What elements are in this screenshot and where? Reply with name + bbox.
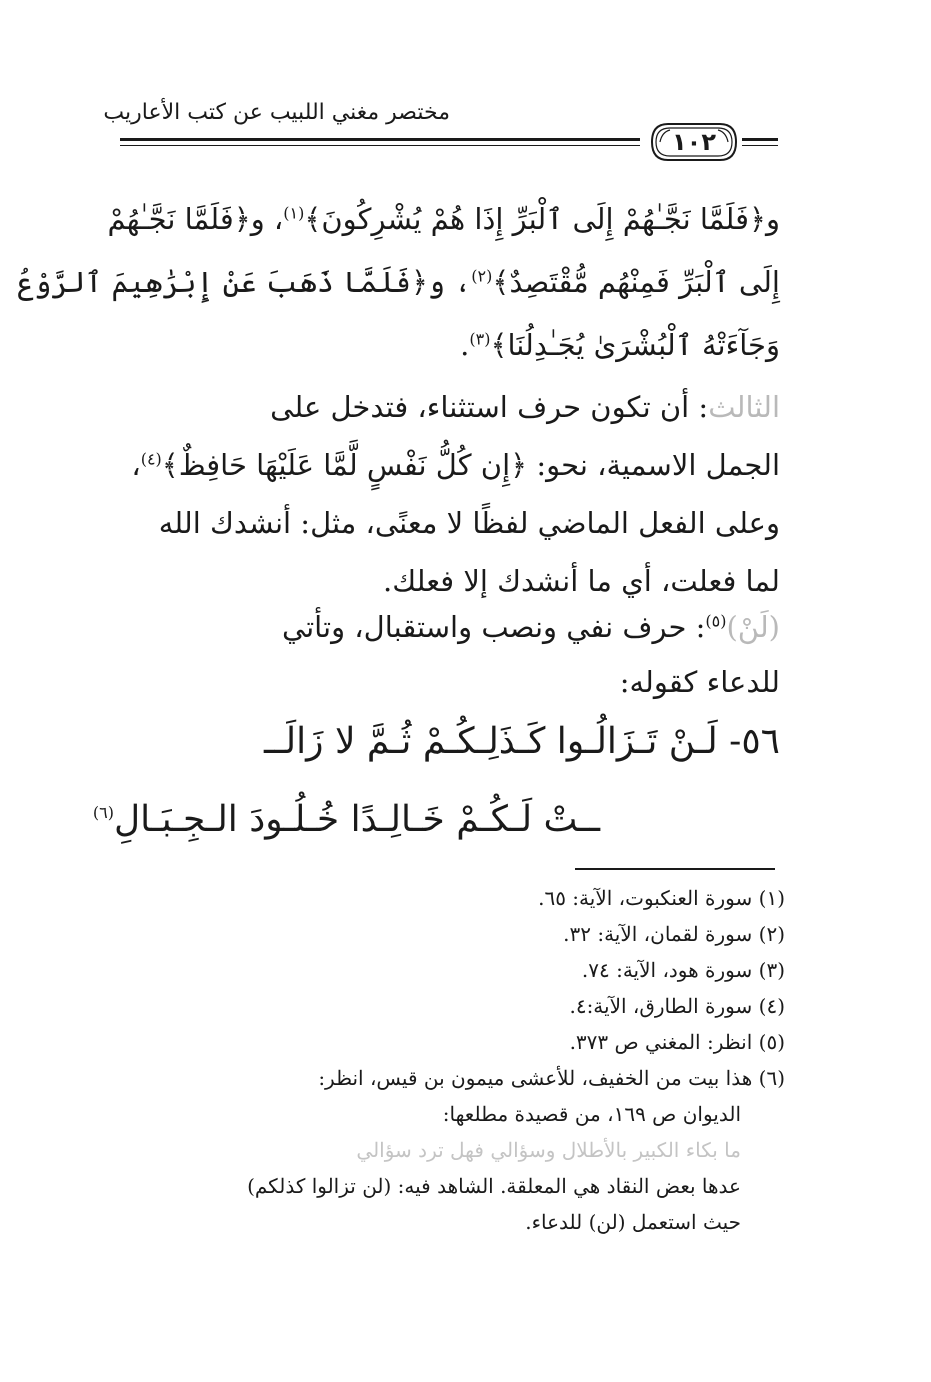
running-header-title: مختصر مغني اللبيب عن كتب الأعاريب [103,100,450,125]
lan-entry-line-1: (لَنْ)$^{(٥)}$: حرف نفي ونصب واستقبال، وتأتي [281,610,780,644]
third-use-line-2: الجمل الاسمية، نحو: ﴿إِن كُلُّ نَفْسٍ لَّمَّا عَلَيْهَا حَافِظٌ﴾$^{(٤)}$، [131,448,780,482]
section-label-third: الثالث [708,390,780,424]
third-use-line-3: وعلى الفعل الماضي لفظًا لا معنًى، مثل: أنشدك الله [158,506,780,540]
header-rule [120,138,640,146]
footnote-6-verse: ما بكاء الكبير بالأطلال وسؤالي فهل ترد سؤالي [356,1138,741,1162]
footnote-ref-1: (١) [283,203,305,223]
footnote-separator [575,868,775,870]
footnote-ref-3: (٣) [469,329,491,349]
footnote-ref-2: (٢) [471,266,493,286]
page-number: ١٠٢ [672,128,716,156]
lan-entry-line-2: للدعاء كقوله: [619,665,780,699]
footnote-6-note: عدها بعض النقاد هي المعلقة. الشاهد فيه: (لن تزالوا كذلكم) [247,1174,741,1198]
footnote-6-end: حيث استعمل (لن) للدعاء. [525,1210,741,1234]
quran-line-3: وَجَآءَتْهُ ٱلْبُشْرَىٰ يُجَـٰدِلُنَا﴾$^{(٣)}$. [460,328,780,362]
entry-heading-lan: (لَنْ) [726,610,780,644]
footnote-ref-5: (٥) [705,611,727,631]
verse-second-hemistich: ــتْ لَـكُـمْ خَـالِـدًا خُـلُـودَ الـجِـبَـالِ$^{(٦)}$ [92,799,600,840]
verse-first-hemistich: ٥٦- لَـنْ تَـزَالُـوا كَـذَلِـكُـمْ ثُـمَّ لا زَالَــ [264,721,780,762]
footnote-ref-4: (٤) [140,449,162,469]
quran-citations-paragraph [17,188,780,377]
footnote-2: (٢) سورة لقمان، الآية: ٣٢. [563,922,785,946]
lan-entry-paragraph [120,600,780,710]
footnote-1: (١) سورة العنكبوت، الآية: ٦٥. [538,886,785,910]
quran-line-2: إِلَى ٱلْبَرِّ فَمِنْهُم مُّقْتَصِدٌ﴾$^{(٢)}$، و﴿فَلَمَّا ذَهَبَ عَنْ إِبْرَٰهِيمَ ٱلرَّوْعُ [17,265,780,299]
footnote-4: (٤) سورة الطارق، الآية:٤. [569,994,785,1018]
third-use-paragraph [120,378,780,610]
third-use-line-4: لما فعلت، أي ما أنشدك إلا فعلك. [383,564,780,598]
footnote-6: (٦) هذا بيت من الخفيف، للأعشى ميمون بن قيس، انظر: [318,1066,785,1090]
third-use-line-1: الثالث: أن تكون حرف استثناء، فتدخل على [270,390,780,424]
footnote-3: (٣) سورة هود، الآية: ٧٤. [581,958,785,982]
footnotes-list [120,880,785,1240]
quran-line-1: و﴿فَلَمَّا نَجَّـٰهُمْ إِلَى ٱلْبَرِّ إِذَا هُمْ يُشْرِكُونَ﴾$^{(١)}$، و﴿فَلَمَّا نَجَّـٰهُمْ [107,202,780,236]
footnote-ref-6: (٦) [92,803,114,822]
footnote-5: (٥) انظر: المغني ص ٣٧٣. [569,1030,785,1054]
footnote-6-continuation: الديوان ص ١٦٩، من قصيدة مطلعها: [442,1102,741,1126]
header-rule-end [742,138,778,146]
